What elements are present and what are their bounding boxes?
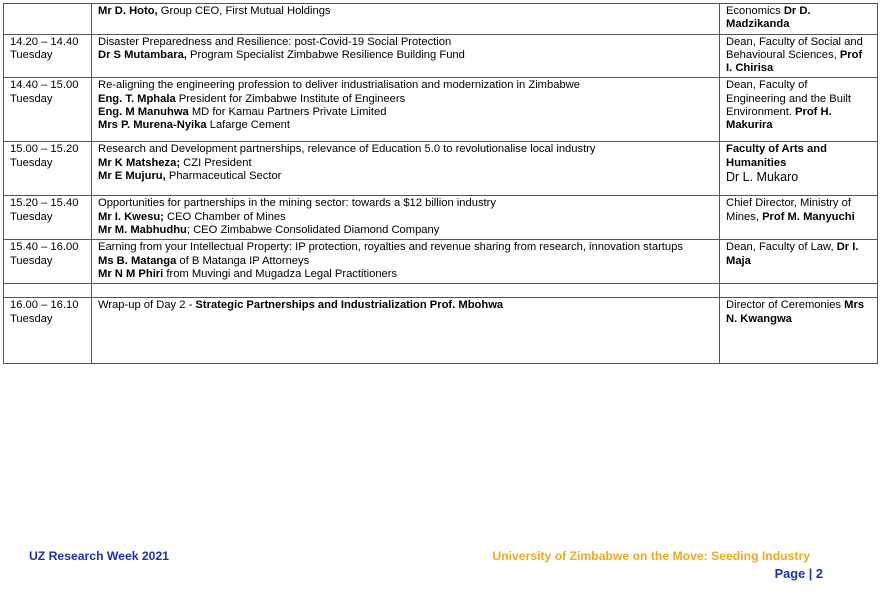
session-details-cell [92, 142, 720, 196]
chair-line [726, 197, 871, 210]
session-time-cell [4, 298, 92, 364]
session-day: Tuesday [10, 312, 53, 325]
session-topic [98, 197, 713, 210]
session-details-cell [92, 196, 720, 240]
speaker-role: President for Zimbabwe Institute of Engineers [175, 92, 406, 105]
session-day: Tuesday [10, 254, 53, 267]
chair-line [726, 170, 871, 185]
chair-line [726, 93, 871, 106]
chair-line [726, 143, 871, 156]
chair-name: Madzikanda [726, 18, 790, 31]
chair-name: Prof H. [795, 106, 832, 119]
session-topic [98, 241, 713, 254]
session-time-cell [4, 142, 92, 196]
session-topic [98, 36, 713, 49]
chair-text: Chief Director, Ministry of [726, 197, 851, 210]
speaker-name: Ms B. Matanga [98, 254, 177, 267]
speaker-name: Dr S Mutambara, [98, 48, 187, 61]
session-details-cell [92, 298, 720, 364]
chair-line [726, 313, 871, 326]
chair-line [726, 106, 871, 119]
speaker-name: Mr N M Phiri [98, 267, 164, 280]
session-details-cell [92, 284, 720, 298]
session-time: 16.00 – 16.10 [10, 299, 79, 312]
chair-text: Director of Ceremonies [726, 299, 845, 312]
speaker-line [98, 224, 713, 237]
session-topic [98, 79, 713, 92]
speaker-role: of B Matanga IP Attorneys [176, 254, 310, 267]
session-time: 15.40 – 16.00 [10, 241, 79, 254]
session-day: Tuesday [10, 210, 53, 223]
speaker-role: Pharmaceutical Sector [165, 170, 282, 183]
chair-name: Faculty of Arts and [726, 143, 827, 156]
speaker-role: Program Specialist Zimbabwe Resilience Building Fund [186, 48, 465, 61]
chair-line [726, 157, 871, 170]
chair-line [726, 62, 871, 75]
chair-name: Prof [839, 48, 863, 61]
chair-name: Maja [726, 254, 751, 267]
chair-line [726, 299, 871, 312]
chair-text: Engineering and the Built [726, 92, 852, 105]
speaker-name: Mr M. Mabhudhu [98, 224, 187, 237]
chair-name: Humanities [726, 156, 787, 169]
session-time: 15.20 – 15.40 [10, 197, 79, 210]
topic-text: Research and Development partnerships, relevance of Education 5.0 to revolutionalise local industry [98, 143, 596, 156]
page-number: Page | 2 [774, 566, 823, 581]
session-time-cell [4, 34, 92, 78]
table-row [4, 284, 878, 298]
session-details-cell [92, 4, 720, 35]
session-day: Tuesday [10, 156, 53, 169]
chair-text: Mines, [726, 210, 763, 223]
chair-line [726, 211, 871, 224]
chair-name: Dr D. [783, 5, 811, 17]
speaker-role: Lafarge Cement [206, 119, 290, 132]
chair-name: N. Kwangwa [726, 312, 792, 325]
speaker-role: from Muvingi and Mugadza Legal Practitioners [163, 267, 398, 280]
speaker-name: Mrs P. Murena-Nyika [98, 119, 207, 132]
topic-text: Earning from your Intellectual Property: IP protection, royalties and revenue sharing from research, innovation startups [98, 241, 683, 254]
chair-line [726, 241, 871, 254]
speaker-line [98, 157, 713, 170]
session-time-cell [4, 196, 92, 240]
chair-text: Dean, Faculty of Social and [726, 35, 863, 48]
chair-line [726, 119, 871, 132]
chair-line [726, 18, 871, 31]
chair-name: Prof M. Manyuchi [762, 210, 855, 223]
session-details-cell [92, 34, 720, 78]
speaker-name: Mr I. Kwesu; [98, 210, 164, 223]
speaker-line [98, 255, 713, 268]
speaker-role: ; CEO Zimbabwe Consolidated Diamond Company [186, 224, 440, 237]
speaker-role: CEO Chamber of Mines [163, 210, 286, 223]
speaker-line [98, 106, 713, 119]
speaker-line [98, 93, 713, 106]
footer-tagline: University of Zimbabwe on the Move: Seeding Industry [492, 549, 810, 563]
session-time-cell [4, 78, 92, 142]
chair-text: Economics [726, 5, 784, 17]
table-row [4, 196, 878, 240]
session-details-cell [92, 78, 720, 142]
speaker-role: Group CEO, First Mutual Holdings [157, 5, 331, 17]
session-chair-cell [720, 34, 878, 78]
session-topic [98, 299, 713, 312]
topic-emphasis: Strategic Partnerships and Industrialization Prof. Mbohwa [195, 299, 504, 312]
chair-name: Mrs [844, 299, 865, 312]
session-chair-cell [720, 78, 878, 142]
speaker-line [98, 268, 713, 281]
chair-text: Dr L. Mukaro [726, 170, 799, 185]
speaker-line [98, 49, 713, 62]
speaker-name: Mr E Mujuru, [98, 170, 166, 183]
chair-text: Behavioural Sciences, [726, 48, 840, 61]
table-row [4, 142, 878, 196]
chair-line [726, 5, 871, 18]
table-row [4, 298, 878, 364]
session-time: 14.40 – 15.00 [10, 79, 79, 92]
topic-text: Wrap-up of Day 2 - [98, 299, 196, 312]
topic-text: Disaster Preparedness and Resilience: post-Covid-19 Social Protection [98, 35, 452, 48]
session-chair-cell [720, 240, 878, 284]
chair-text: Dean, Faculty of [726, 79, 808, 92]
session-chair-cell [720, 142, 878, 196]
speaker-line [98, 5, 713, 18]
session-day: Tuesday [10, 92, 53, 105]
chair-line [726, 79, 871, 92]
session-time: 15.00 – 15.20 [10, 143, 79, 156]
session-chair-cell [720, 196, 878, 240]
table-row [4, 78, 878, 142]
table-row [4, 4, 878, 35]
speaker-line [98, 211, 713, 224]
speaker-name: Mr K Matsheza; [98, 156, 181, 169]
session-time: 14.20 – 14.40 [10, 35, 79, 48]
session-day: Tuesday [10, 48, 53, 61]
session-chair-cell [720, 284, 878, 298]
table-row [4, 240, 878, 284]
speaker-role: MD for Kamau Partners Private Limited [188, 106, 387, 119]
session-chair-cell [720, 4, 878, 35]
speaker-role: CZI President [180, 156, 252, 169]
chair-line [726, 36, 871, 49]
session-time-cell [4, 240, 92, 284]
speaker-line [98, 119, 713, 132]
chair-name: Dr I. [836, 241, 859, 254]
topic-text: Opportunities for partnerships in the mining sector: towards a $12 billion industry [98, 197, 496, 210]
footer-event-title: UZ Research Week 2021 [29, 549, 170, 563]
chair-name: I. Chirisa [726, 62, 774, 75]
session-details-cell [92, 240, 720, 284]
speaker-name: Eng. T. Mphala [98, 92, 176, 105]
session-chair-cell [720, 298, 878, 364]
chair-text: Environment. [726, 106, 796, 119]
chair-line [726, 255, 871, 268]
session-time-cell [4, 4, 92, 35]
topic-text: Re-aligning the engineering profession to deliver industrialisation and modernization in Zimbabwe [98, 79, 580, 92]
table-row [4, 34, 878, 78]
session-time-cell [4, 284, 92, 298]
chair-text: Dean, Faculty of Law, [726, 241, 837, 254]
chair-name: Makurira [726, 119, 773, 132]
speaker-line [98, 170, 713, 183]
speaker-name: Eng. M Manuhwa [98, 106, 189, 119]
session-topic [98, 143, 713, 156]
chair-line [726, 49, 871, 62]
programme-table [3, 3, 878, 364]
speaker-name: Mr D. Hoto, [98, 5, 158, 17]
